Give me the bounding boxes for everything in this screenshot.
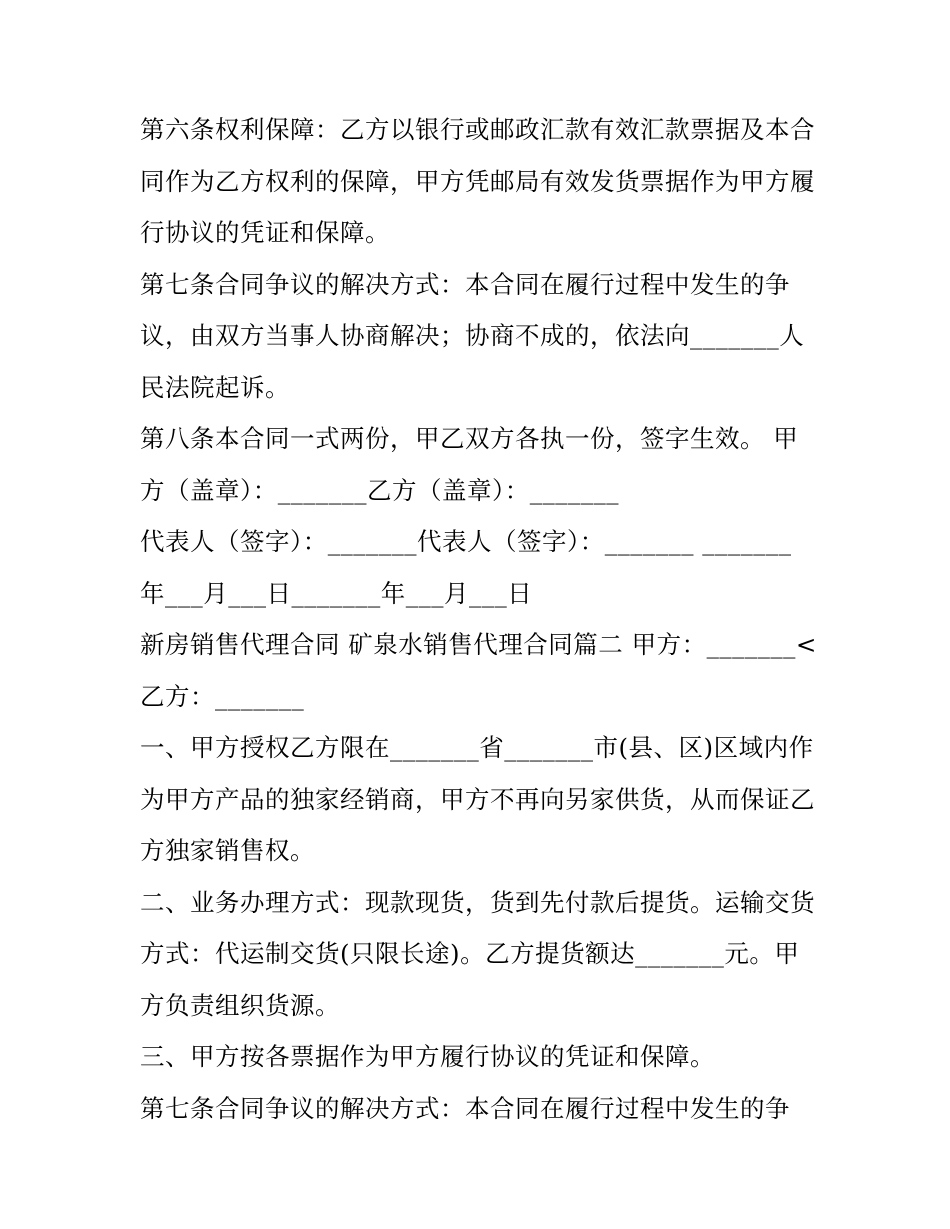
text-line: 方负责组织货源。 <box>140 990 340 1020</box>
text-line: 乙方：_______ <box>140 681 305 711</box>
text-line: 年___月___日_______年___月___日 <box>140 578 533 608</box>
text-line: 二、业务办理方式：现款现货，货到先付款后提货。运输交货 <box>140 887 815 917</box>
text-line: 第七条合同争议的解决方式：本合同在履行过程中发生的争 <box>140 269 790 299</box>
text-line: 同作为乙方权利的保障，甲方凭邮局有效发货票据作为甲方履 <box>140 166 815 196</box>
text-line: 代表人（签字）：_______代表人（签字）：_______ _______ <box>140 527 792 556</box>
text-line: 第八条本合同一式两份，甲乙双方各执一份，签字生效。 甲 <box>140 424 799 453</box>
text-line: 第六条权利保障：乙方以银行或邮政汇款有效汇款票据及本合 <box>140 115 815 144</box>
text-line: 行协议的凭证和保障。 <box>140 218 390 247</box>
text-line: 议，由双方当事人协商解决；协商不成的，依法向_______人 <box>140 321 805 350</box>
text-line: 方式：代运制交货(只限长途)。乙方提货额达_______元。甲 <box>140 939 800 968</box>
text-line: 三、甲方按各票据作为甲方履行协议的凭证和保障。 <box>140 1042 715 1071</box>
text-line: 民法院起诉。 <box>140 372 290 402</box>
text-line: 为甲方产品的独家经销商，甲方不再向另家供货，从而保证乙 <box>140 784 815 814</box>
text-line: 一、甲方授权乙方限在_______省_______市(县、区)区域内作 <box>140 733 814 762</box>
text-line: 新房销售代理合同 矿泉水销售代理合同篇二 甲方：_______< <box>140 630 817 659</box>
text-line: 方（盖章）：_______乙方（盖章）：_______ <box>140 475 619 505</box>
contract-body-text <box>140 104 820 1134</box>
text-line: 第七条合同争议的解决方式：本合同在履行过程中发生的争 <box>140 1093 790 1123</box>
text-line: 方独家销售权。 <box>140 836 315 865</box>
